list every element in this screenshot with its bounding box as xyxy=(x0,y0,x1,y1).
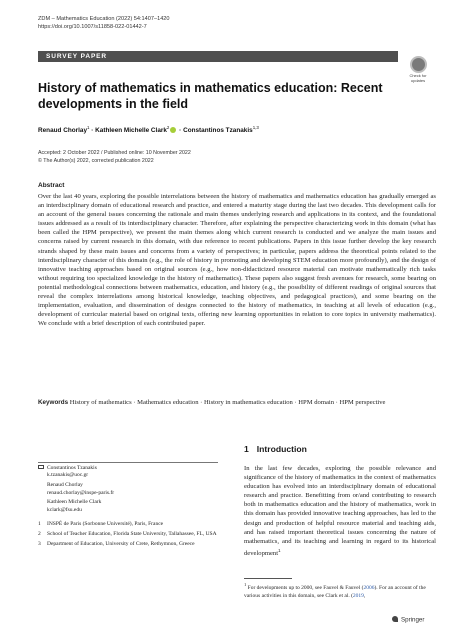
footnote-mark: 1 xyxy=(244,582,247,587)
affiliation-number: 2 xyxy=(38,530,41,537)
affiliation-text: Department of Education, University of Crete, Rethymnon, Greece xyxy=(47,540,195,547)
section-title: Introduction xyxy=(256,444,307,454)
keywords-heading: Keywords xyxy=(38,399,69,406)
abstract-text: Over the last 40 years, exploring the possible interrelations between the history of mathematics and mathematics education has gradually emerged as an interdisciplinary domain of educational research and practice, and entered a maturity stage during the last two decades. This development calls for an account of the general issues concerning the rationale and main themes underlying research and applications in its context, and the foundational issues addressed as a result of its interdisciplinary character. Therefore, after explaining the perspective characterizing work in this domain (what has been called the HPM perspective), we present the main themes along which current research is conducted and we analyze the main issues and concerns raised by current research in this domain, with due reference to recent publications. Papers in this issue further develop the key research strands shaped by these main issues and concerns from a variety of perspectives; in particular, papers address the theoretical points related to the interdisciplinary character of this domain (e.g., the role of history in promoting and developing STEM education more profoundly), and the design of innovative teaching approaches based on original sources (e.g., how non-didacticized resource material can motivate mathematically rich tasks without requiring too specialized knowledge in the history of mathematics). These papers also suggest fresh avenues for research, some bearing on potential methodological connections between mathematics, education, and history (e.g., the possibility of different readings of original sources that reveal the complex interrelations among historical knowledge, teaching objectives, and pedagogical practices), and some bearing on the implementation, evaluation, and dissemination of designs connected to the history of mathematics, in teaching at all levels of education (e.g., development of curricular material based on original texts, offering new learning opportunities in relation to core topics in university mathematics). We conclude with a brief description of each contributed paper. xyxy=(38,193,436,328)
affiliation xyxy=(38,541,218,548)
affiliation-text: INSPÉ de Paris (Sorbonne Université), Paris, France xyxy=(47,520,164,527)
keywords xyxy=(38,398,436,407)
author-affil-ref: 1,3 xyxy=(252,125,259,130)
contact-name: Constantinos Tzanakis xyxy=(47,465,97,471)
contact-email[interactable]: renaud.chorlay@inspe-paris.fr xyxy=(47,489,115,496)
copyright-line: © The Author(s) 2022, corrected publication 2022 xyxy=(38,158,154,164)
author-separator: · xyxy=(91,127,94,134)
author-separator: · xyxy=(179,127,182,134)
introduction-paragraph: In the last few decades, exploring the possible relevance and significance of the history of mathematics in the context of mathematics education has evolved into an interdisciplinary domain of educational research and practice. Benefitting from or/and contributing to research both in mathematics education and the history of mathematics, work in this domain has provided innovative teaching approaches, has led to the design and production of helpful resource material and teaching aids, and has raised important theoretical issues concerning the nature of mathematics, and its teaching and learning in regard to its historical development xyxy=(244,465,436,558)
affiliation-text: School of Teacher Education, Florida State University, Tallahassee, FL, USA xyxy=(47,530,217,537)
contact-email[interactable]: kclark@fsu.edu xyxy=(47,506,82,513)
abstract-heading: Abstract xyxy=(38,182,65,189)
check-for-updates-icon xyxy=(410,56,427,73)
footnote xyxy=(244,581,436,600)
footnote-divider xyxy=(244,578,292,579)
contact-entry xyxy=(38,465,218,480)
publication-dates: Accepted: 2 October 2022 / Published online: 10 November 2022 xyxy=(38,150,191,156)
article-type-bar xyxy=(38,51,398,62)
author-affil-ref: 1 xyxy=(87,125,90,130)
publisher-name: Springer xyxy=(401,616,425,624)
author-affil-ref: 2 xyxy=(166,125,170,130)
contact-entry xyxy=(38,482,218,497)
check-for-updates-badge[interactable] xyxy=(404,56,432,88)
doi-link[interactable]: https://doi.org/10.1007/s11858-022-01442-7 xyxy=(38,24,147,30)
correspondence-block xyxy=(38,465,218,551)
envelope-icon xyxy=(38,465,44,469)
springer-horse-icon xyxy=(392,616,398,622)
journal-citation: ZDM – Mathematics Education (2022) 54:1407–1420 xyxy=(38,16,170,22)
affiliation xyxy=(38,531,218,538)
publisher-logo xyxy=(392,616,424,624)
paper-title: History of mathematics in mathematics education: Recent developments in the field xyxy=(38,81,383,111)
footnote-text: For developments up to 2000, see Fauvel & Fauvel ( xyxy=(247,584,364,591)
author-name[interactable]: Kathleen Michelle Clark xyxy=(95,127,167,134)
introduction-text xyxy=(244,464,436,558)
contact-name: Kathleen Michelle Clark xyxy=(47,499,102,506)
author-name[interactable]: Constantinos Tzanakis xyxy=(183,127,253,134)
contact-entry xyxy=(38,499,218,514)
article-type-label: SURVEY PAPER xyxy=(46,52,108,60)
author-name[interactable]: Renaud Chorlay xyxy=(38,127,88,134)
citation-link[interactable]: 2006 xyxy=(363,584,375,591)
affiliation-number: 1 xyxy=(38,520,41,527)
section-number: 1 xyxy=(244,444,249,454)
orcid-icon[interactable] xyxy=(170,127,176,133)
footnote-ref[interactable]: 1 xyxy=(278,547,281,553)
section-heading xyxy=(244,444,307,454)
contact-email[interactable]: k.tzanakis@uoc.gr xyxy=(47,472,89,479)
affiliation-number: 3 xyxy=(38,540,41,547)
citation-link[interactable]: 2019 xyxy=(352,592,364,599)
contact-name: Renaud Chorlay xyxy=(47,482,83,489)
affiliation-divider xyxy=(38,462,218,463)
keywords-list: History of mathematics · Mathematics education · History in mathematics education · HPM domain · HPM perspective xyxy=(69,399,386,406)
affiliation xyxy=(38,521,218,528)
footnote-text: , xyxy=(363,592,366,599)
author-list xyxy=(38,125,259,134)
check-for-updates-label: Check for updates xyxy=(409,73,427,83)
footnote-text: ). For an account of the various activities in this domain, see Clark et al. ( xyxy=(244,584,426,599)
